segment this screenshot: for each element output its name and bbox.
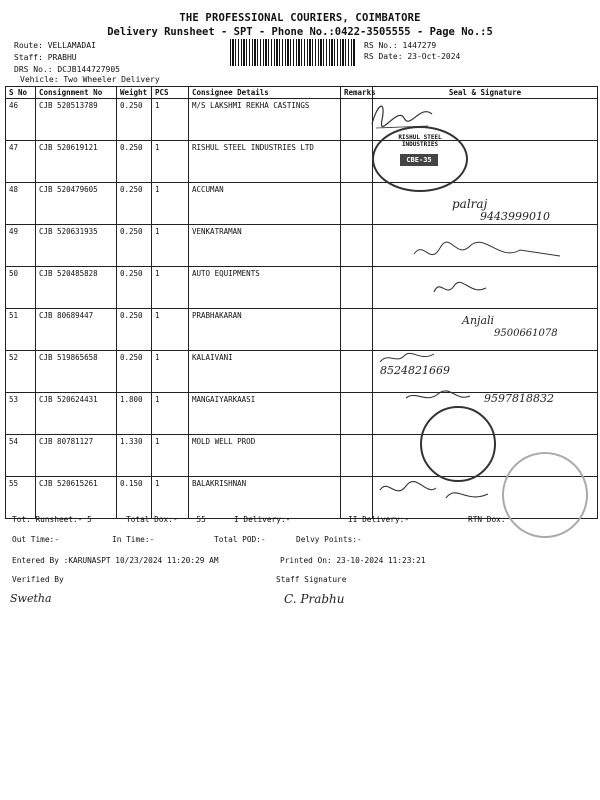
runsheet-table [5, 86, 598, 519]
handwritten-phone: 9500661078 [494, 328, 558, 339]
cell-consignment: CJB 520479605 [36, 183, 117, 225]
cell-consignee: KALAIVANI [189, 351, 341, 393]
table-header [6, 87, 598, 99]
cell-consignment: CJB 80781127 [36, 435, 117, 477]
cell-sno: 48 [6, 183, 36, 225]
col-remarks: Remarks [341, 87, 373, 99]
cell-consignee: ACCUMAN [189, 183, 341, 225]
i-delivery: I Delivery:- [234, 515, 291, 524]
cell-consignment: CJB 520631935 [36, 225, 117, 267]
round-seal [420, 406, 496, 482]
cell-consignee: MOLD WELL PROD [189, 435, 341, 477]
cell-consignment: CJB 520615261 [36, 477, 117, 519]
cell-weight: 0.250 [117, 351, 152, 393]
cell-remarks [341, 393, 373, 435]
cell-consignment: CJB 80689447 [36, 309, 117, 351]
cell-consignment: CJB 519865658 [36, 351, 117, 393]
col-sno: S No [6, 87, 36, 99]
col-seal: Seal & Signature [373, 87, 598, 99]
table-row [6, 141, 598, 183]
total-dox: Total Dox:- 55 [126, 515, 206, 524]
cell-consignment: CJB 520619121 [36, 141, 117, 183]
total-runsheet: Tot. Runsheet:- 5 [12, 515, 92, 524]
seal-text: RISHUL STEEL INDUSTRIES [398, 134, 442, 148]
cell-remarks [341, 267, 373, 309]
cell-remarks [341, 141, 373, 183]
cell-sno: 46 [6, 99, 36, 141]
verified-by-label: Verified By [12, 575, 64, 584]
cell-pcs: 1 [152, 309, 189, 351]
cell-weight: 0.250 [117, 267, 152, 309]
table-row [6, 99, 598, 141]
cell-weight: 0.250 [117, 183, 152, 225]
out-time: Out Time:- [12, 535, 59, 544]
handwritten-name: Anjali [462, 314, 495, 327]
cell-consignee: PRABHAKARAN [189, 309, 341, 351]
cell-pcs: 1 [152, 351, 189, 393]
cell-remarks [341, 309, 373, 351]
table-row [6, 351, 598, 393]
cell-consignee: VENKATRAMAN [189, 225, 341, 267]
signature-scribble [410, 236, 570, 270]
barcode [230, 39, 356, 66]
rs-number: RS No.: 1447279 [364, 41, 437, 50]
cell-consignee: BALAKRISHNAN [189, 477, 341, 519]
cell-consignee: RISHUL STEEL INDUSTRIES LTD [189, 141, 341, 183]
in-time: In Time:- [112, 535, 155, 544]
cell-consignment: CJB 520624431 [36, 393, 117, 435]
total-pod: Total POD:- [214, 535, 266, 544]
rtn-dox: RTN Dox: [468, 515, 506, 524]
cell-sno: 49 [6, 225, 36, 267]
drs-number: DRS No.: DCJB144727905 [14, 65, 120, 74]
company-seal [372, 126, 468, 192]
handwritten-name: palraj [452, 197, 488, 211]
seal-code: CBE-35 [400, 154, 438, 166]
col-pcs: PCS [152, 87, 189, 99]
cell-weight: 0.250 [117, 225, 152, 267]
cell-weight: 1.330 [117, 435, 152, 477]
cell-pcs: 1 [152, 99, 189, 141]
cell-sno: 52 [6, 351, 36, 393]
cell-sno: 50 [6, 267, 36, 309]
staff: Staff: PRABHU [14, 53, 77, 62]
cell-weight: 0.250 [117, 309, 152, 351]
cell-weight: 0.250 [117, 99, 152, 141]
cell-remarks [341, 183, 373, 225]
cell-consignment: CJB 520485828 [36, 267, 117, 309]
vehicle: Vehicle: Two Wheeler Delivery [20, 75, 160, 84]
cell-consignee: MANGAIYARKAASI [189, 393, 341, 435]
printed-on: Printed On: 23-10-2024 11:23:21 [280, 556, 426, 565]
round-seal [502, 452, 588, 538]
col-consignee: Consignee Details [189, 87, 341, 99]
staff-signature-label: Staff Signature [276, 575, 347, 584]
cell-pcs: 1 [152, 141, 189, 183]
cell-pcs: 1 [152, 435, 189, 477]
cell-remarks [341, 435, 373, 477]
signature-scribble [376, 476, 496, 510]
cell-sno: 51 [6, 309, 36, 351]
cell-pcs: 1 [152, 393, 189, 435]
runsheet-title: Delivery Runsheet - SPT - Phone No.:0422-3505555 - Page No.:5 [107, 26, 493, 38]
cell-sno: 55 [6, 477, 36, 519]
cell-consignee: M/S LAKSHMI REKHA CASTINGS [189, 99, 341, 141]
cell-pcs: 1 [152, 267, 189, 309]
cell-pcs: 1 [152, 225, 189, 267]
table-row [6, 267, 598, 309]
entered-by: Entered By :KARUNASPT 10/23/2024 11:20:29 AM [12, 556, 219, 565]
col-weight: Weight [117, 87, 152, 99]
cell-weight: 1.800 [117, 393, 152, 435]
signature-scribble [430, 276, 490, 302]
company-name: THE PROFESSIONAL COURIERS, COIMBATORE [179, 12, 421, 24]
staff-signature: C. Prabhu [284, 592, 345, 606]
cell-sno: 54 [6, 435, 36, 477]
delvy-points: Delvy Points:- [296, 535, 362, 544]
rs-date: RS Date: 23-Oct-2024 [364, 52, 461, 61]
handwritten-phone: 9597818832 [484, 392, 554, 405]
cell-remarks [341, 225, 373, 267]
signature-scribble [404, 388, 474, 406]
col-consignment: Consignment No [36, 87, 117, 99]
cell-sno: 53 [6, 393, 36, 435]
ii-delivery: II Delivery:- [348, 515, 410, 524]
cell-consignee: AUTO EQUIPMENTS [189, 267, 341, 309]
cell-remarks [341, 477, 373, 519]
cell-weight: 0.250 [117, 141, 152, 183]
cell-remarks [341, 351, 373, 393]
handwritten-phone: 8524821669 [380, 364, 450, 377]
cell-pcs: 1 [152, 477, 189, 519]
cell-pcs: 1 [152, 183, 189, 225]
verifier-signature: Swetha [10, 592, 52, 605]
handwritten-phone: 9443999010 [480, 210, 550, 223]
cell-weight: 0.150 [117, 477, 152, 519]
cell-consignment: CJB 520513789 [36, 99, 117, 141]
cell-sno: 47 [6, 141, 36, 183]
route: Route: VELLAMADAI [14, 41, 96, 50]
